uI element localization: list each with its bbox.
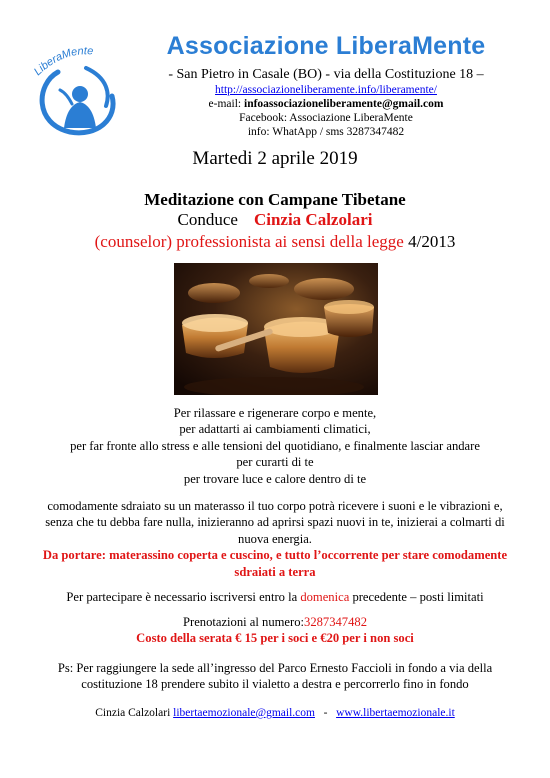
intro-line: per curarti di te: [236, 455, 314, 470]
svg-text:LiberaMente: [32, 45, 94, 78]
footer-website-link[interactable]: www.libertaemozionale.it: [336, 707, 455, 719]
intro-line: per far fronte allo stress e alle tensioni del quotidiano, e finalmente lasciar andare: [70, 438, 480, 453]
registration-note: precedente – posti limitati: [349, 590, 484, 604]
description-line: senza che tu debba fare nulla, inizieranno ad aprirsi spazi nuovi in te, inizierai a colmarti di: [45, 515, 505, 530]
booking-phone: 3287347482: [304, 615, 367, 629]
address-line: - San Pietro in Casale (BO) - via della Costituzione 18 –: [168, 67, 484, 82]
description-line: comodamente sdraiato su un materasso il tuo corpo potrà ricevere i suoni e le vibrazioni e,: [47, 499, 503, 513]
logo-text: LiberaMente: [31, 45, 94, 79]
law-number: 4/2013: [408, 232, 456, 251]
booking-block: [0, 614, 550, 647]
event-title: Meditazione con Campane Tibetane: [144, 190, 406, 209]
footer: [0, 705, 550, 721]
intro-block: [0, 405, 550, 487]
ps-line: Ps: Per raggiungere la sede all’ingresso del Parco Ernesto Faccioli in fondo a via della: [57, 661, 493, 675]
contact-block: [126, 66, 526, 139]
intro-line: per adattarti ai cambiamenti climatici,: [179, 422, 371, 437]
description-line: nuova energia.: [238, 531, 312, 546]
registration-line: [0, 589, 550, 605]
footer-email-link[interactable]: libertaemozionale@gmail.com: [173, 707, 315, 719]
ps-block: [0, 660, 550, 693]
email-line: [126, 97, 526, 111]
email-address: infoassociazioneliberamente@gmail.com: [244, 98, 444, 110]
booking-line: [0, 614, 550, 630]
registration-text: Per partecipare è necessario iscriversi entro la: [66, 590, 301, 604]
whatsapp-line: info: WhatApp / sms 3287347482: [247, 126, 405, 138]
tibetan-bowls-photo: [174, 263, 378, 395]
event-date: Martedi 2 aprile 2019: [192, 148, 358, 169]
footer-separator: -: [314, 707, 337, 719]
organization-name: Associazione LiberaMente: [166, 32, 486, 60]
bring-line: sdraiati a terra: [234, 564, 316, 579]
facebook-line: Facebook: Associazione LiberaMente: [239, 112, 413, 124]
cost-line: Costo della serata € 15 per i soci e €20 per i non soci: [136, 631, 414, 646]
bring-line: Da portare: materassino coperta e cuscino, e tutto l’occorrente per stare comodamente: [42, 548, 508, 563]
conduce-line: [0, 210, 550, 230]
intro-line: Per rilassare e rigenerare corpo e mente,: [173, 406, 377, 420]
ps-line: costituzione 18 prendere subito il vialetto a destra e percorrerlo fino in fondo: [81, 677, 469, 692]
registration-deadline: domenica: [300, 590, 350, 604]
counselor-line: [0, 232, 550, 252]
website-link[interactable]: http://associazioneliberamente.info/liberamente/: [215, 84, 437, 96]
conduce-label: Conduce: [177, 210, 238, 229]
description-block: [0, 498, 550, 580]
footer-name: Cinzia Calzolari: [95, 707, 174, 719]
booking-label: Prenotazioni al numero:: [183, 615, 305, 629]
intro-line: per trovare luce e calore dentro di te: [183, 471, 367, 486]
counselor-text: (counselor) professionista ai sensi della legge: [94, 232, 409, 251]
association-logo: [28, 42, 123, 138]
email-label: e-mail:: [208, 98, 244, 110]
conductor-name: Cinzia Calzolari: [253, 210, 373, 229]
